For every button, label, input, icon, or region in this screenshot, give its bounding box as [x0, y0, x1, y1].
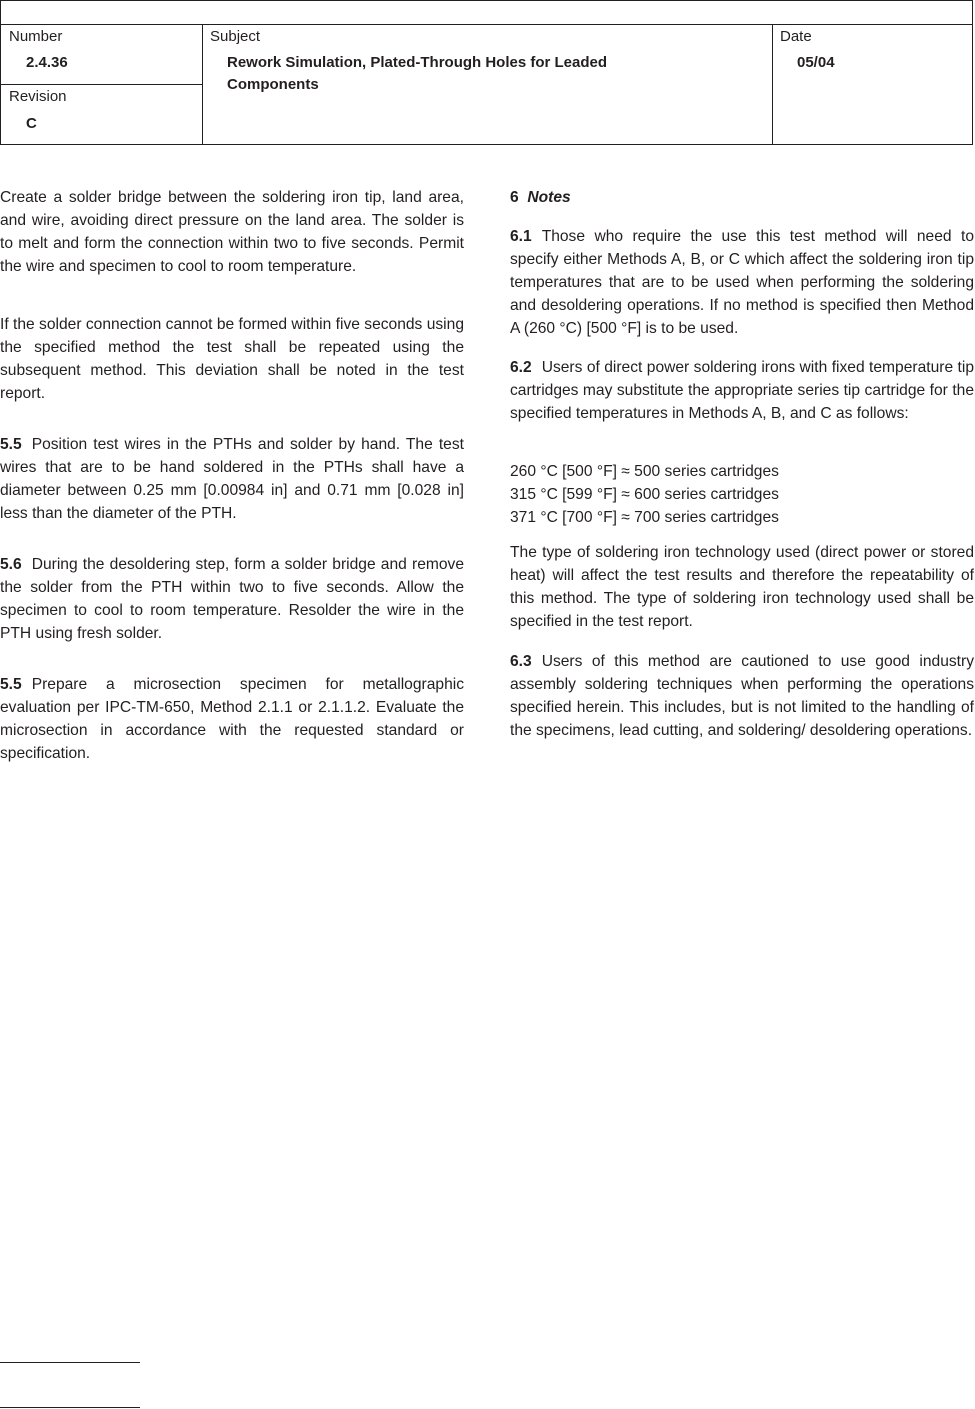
number-value: 2.4.36: [26, 54, 68, 71]
subject-value: Rework Simulation, Plated-Through Holes for Leaded Components: [227, 54, 608, 93]
section-number: 6: [510, 189, 519, 206]
header-divider: [772, 24, 773, 145]
header-divider: [0, 84, 202, 85]
section-5-6: [0, 553, 464, 645]
section-text: Position test wires in the PTHs and solder by hand. The test wires that are to be hand soldered in the PTHs shall have a diameter between 0.25 mm [0.00984 in] and 0.71 mm [0.028 in] less than the diameter of the PTH.: [0, 436, 464, 523]
section-number: 5.6: [0, 556, 22, 573]
section-text: Users of this method are cautioned to use good industry assembly soldering techniques when performing the operations specified herein. This includes, but is not limited to the handling of the specimens, lead cutting, and soldering/ desoldering operations.: [510, 653, 974, 740]
section-text: Prepare a microsection specimen for metallographic evaluation per IPC-TM-650, Method 2.1.1 or 2.1.1.2. Evaluate the microsection in accordance with the requested standard or specification.: [0, 676, 464, 763]
date-label: Date: [780, 28, 812, 45]
section-number: 5.5: [0, 676, 22, 693]
paragraph-text: If the solder connection cannot be formed within five seconds using the specified method the test shall be repeated using the subsequent method. This deviation shall be noted in the test report.: [0, 316, 464, 403]
section-number: 6.1: [510, 228, 532, 245]
list-item: 260 °C [500 °F] ≈ 500 series cartridges: [510, 463, 779, 480]
list-item: 315 °C [599 °F] ≈ 600 series cartridges: [510, 486, 779, 504]
paragraph: [0, 186, 464, 278]
section-text: Those who require the use this test method will need to specify either Methods A, B, or C which affect the soldering iron tip temperatures that are to be used when performing the soldering and desoldering operations. If no method is specified then Method A (260 °C) [500 °F] is to be used.: [510, 228, 974, 338]
list-item: 371 °C [700 °F] ≈ 700 series cartridges: [510, 509, 779, 527]
section-6-3: [510, 650, 974, 742]
section-6-1: [510, 225, 974, 340]
paragraph: [510, 541, 974, 633]
section-number: 5.5: [0, 436, 22, 453]
number-label: Number: [9, 28, 63, 45]
revision-label: Revision: [9, 88, 67, 105]
section-6-2: [510, 356, 974, 425]
cartridge-list: [510, 460, 974, 529]
section-5-5-microsection: [0, 673, 464, 765]
footnote-rule: [0, 1362, 140, 1363]
section-number: 6.2: [510, 359, 532, 376]
paragraph: [0, 313, 464, 405]
subject-label: Subject: [210, 28, 261, 45]
section-title: Notes: [527, 189, 571, 206]
section-5-5: [0, 433, 464, 525]
paragraph-text: The type of soldering iron technology used (direct power or stored heat) will affect the test results and therefore the repeatability of this method. The type of soldering iron technology used shall be specified in the test report.: [510, 544, 974, 631]
notes-heading: [510, 186, 974, 209]
date-value: 05/04: [797, 54, 835, 71]
header-divider: [0, 24, 973, 25]
section-text: During the desoldering step, form a solder bridge and remove the solder from the PTH within two to five seconds. Allow the specimen to cool to room temperature. Resolder the wire in the PTH using fresh solder.: [0, 556, 464, 643]
section-number: 6.3: [510, 653, 532, 670]
footnote-rule: [0, 1407, 140, 1408]
revision-value: C: [26, 115, 37, 132]
paragraph-text: Create a solder bridge between the soldering iron tip, land area, and wire, avoiding direct pressure on the land area. The solder is to melt and form the connection within two to five seconds. Permit the wire and specimen to cool to room temperature.: [0, 189, 464, 276]
header-divider: [202, 24, 203, 145]
section-text: Users of direct power soldering irons with fixed temperature tip cartridges may substitute the appropriate series tip cartridge for the specified temperatures in Methods A, B, and C as follows:: [510, 359, 974, 423]
